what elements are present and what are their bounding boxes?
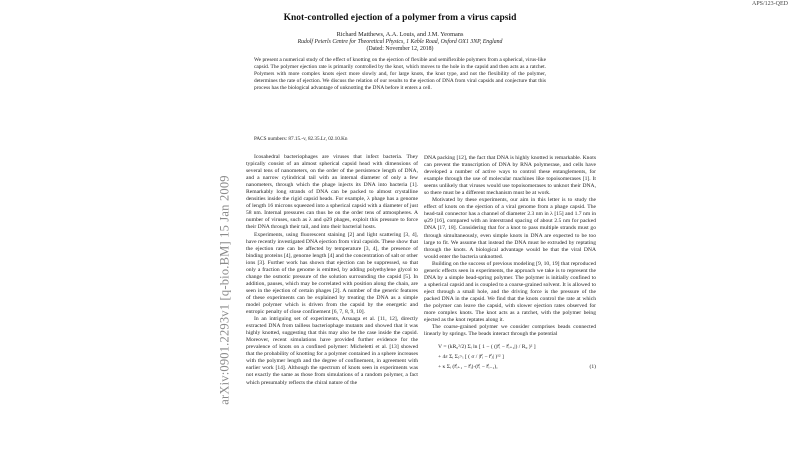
equation-line (424, 362, 596, 372)
arxiv-stamp: arXiv:0901.2293v1 [q-bio.BM] 15 Jan 2009 (217, 175, 232, 405)
paragraph: DNA packing [12], the fact that DNA is highly knotted is remarkable. Knots can prevent the transcription of DNA by RNA polymerase, and cells have developed a number of active ways to control these entanglements, for example through the use of molecular machines like topoisomerases [1]. It seems unlikely that viruses would use topoisomerases to unknot their DNA, so there must be a different mechanism must be at work. (424, 155, 596, 197)
equation-line: + 4ε Σᵢ Σⱼ>ᵢ [ ( σ / |r⃗ᵢ − r⃗ⱼ| )¹² ] (438, 354, 504, 361)
paragraph: The coarse-grained polymer we consider comprises beads connected linearly by springs. The beads interact through the potential (424, 324, 596, 338)
paper-title: Knot-controlled ejection of a polymer from a virus capsid (283, 13, 517, 23)
right-column (424, 155, 596, 372)
paragraph: Building on the success of previous modeling [9, 10, 19] that reproduced generic effects seen in experiments, the approach we take is to represent the DNA by a simple bead-spring polymer. The polymer is initially confined to a spherical capsid and is coupled to a coarse-grained solvent. It is allowed to eject through a small hole, and the driving force is the pressure of the packed DNA in the capsid. We find that the knots control the rate at which the polymer can leave the capsid, with slower ejection rates observed for more complex knots. The knot acts as a ratchet, with the polymer being ejected as the knot reptates along it. (424, 260, 596, 324)
affiliation: Rudolf Peierls Centre for Theoretical Physics, 1 Keble Road, Oxford OX1 3NP, England (297, 39, 503, 45)
date-line: (Dated: November 12, 2018) (366, 46, 434, 52)
paragraph: Motivated by these experiments, our aim in this letter is to study the effect of knots on the ejection of a viral genome from a phage capsid. The head-tail connector has a channel of diameter 2.3 nm in λ [15] and 1.7 nm in φ29 [16], compared with an interstrand spacing of about 2.5 nm for packed DNA [17, 18]. Considering that for a knot to pass multiple strands must go through simultaneously, even simple knots in DNA are expected to be too large to fit. We assume that instead the DNA must be extruded by reptating through the knots. A biological advantage would be that the viral DNA would enter the bacteria unknotted. (424, 197, 596, 260)
abstract: We present a numerical study of the effect of knotting on the ejection of flexible and semiflexible polymers from a spherical, virus-like capsid. The polymer ejection rate is primarily controlled by the knot, which moves to the hole in the capsid and then acts as a ratchet. Polymers with more complex knots eject more slowly and, for large knots, the knot type, and not the flexibility of the polymer, determines the rate of ejection. We discuss the relation of our results to the ejection of DNA from viral capsids and conjecture that this process has the biological advantage of unknotting the DNA before it enters a cell. (254, 57, 546, 91)
equation-line: V = (kR₀²/2) Σᵢ ln [ 1 − ( (|r⃗ᵢ − r⃗ᵢ₊₁|) / R₀ )² ] (438, 344, 536, 351)
paragraph: Experiments, using fluorescent staining [2] and light scattering [3, 4], have recently investigated DNA ejection from viral capsids. These show that the ejection rate can be affected by temperature [3, 4], the presence of binding proteins [4], genome length [4] and the concentration of salt or other ions [3]. Further work has shown that ejection can be suppressed, so that only a fraction of the genome is emitted, by adding polyethylene glycol to change the osmotic pressure of the solution surrounding the capsid [5]. In addition, pauses, which may be correlated with position along the chain, are seen in the ejection of certain phages [2]. A number of the generic features of these experiments can be explained by treating the DNA as a simple model polymer which is driven from the capsid by the energetic and entropic penalty of close confinement [6, 7, 8, 9, 10]. (246, 231, 418, 316)
equation-number: (1) (589, 364, 596, 371)
pacs-numbers: PACS numbers: 87.15.-v, 82.35.Lr, 02.10.Kn (254, 136, 348, 142)
author-list: Richard Matthews, A.A. Louis, and J.M. Yeomans (336, 31, 464, 38)
report-tag: APS/123-QED (751, 1, 788, 7)
paragraph: In an intriguing set of experiments, Arsuaga et al. [11, 12], directly extracted DNA from tailless bacteriophage mutants and showed that it was highly knotted, suggesting that this may also be the case inside the capsid. Moreover, recent simulations have provided further evidence for the prevalence of knots on a confined polymer: Micheletti et al. [13] showed that the probability of knotting for a polymer contained in a sphere increases with the polymer length and the degree of confinement, in agreement with earlier work [14]. Although the spectrum of knots seen in experiments was not exactly the same as those from simulations of a random polymer, a fact which presumably reflects the chiral nature of the (246, 316, 418, 386)
equation-term: + κ Σᵢ (r⃗ᵢ₊₁ − r⃗ᵢ)·(r⃗ᵢ − r⃗ᵢ₋₁), (438, 364, 498, 371)
paragraph: Icosahedral bacteriophages are viruses that infect bacteria. They typically consist of an almost spherical capsid head with dimensions of several tens of nanometers, on the order of the persistence length of DNA, and a narrow cylindrical tail with an internal diameter of only a few nanometers, through which the phage injects its DNA into bacteria [1]. Remarkably long strands of DNA can be packed to almost crystalline densities inside the rigid capsid heads. For example, λ phage has a genome of length 16 microns squeezed into a spherical capsid with a diameter of just 58 nm. Internal pressures can thus be on the order tens of atmospheres. A number of viruses, such as λ and φ29 phages, exploit this pressure to force their DNA through their tail, and into their bacterial hosts. (246, 154, 418, 231)
equation-block (424, 342, 596, 372)
left-column (246, 154, 418, 387)
